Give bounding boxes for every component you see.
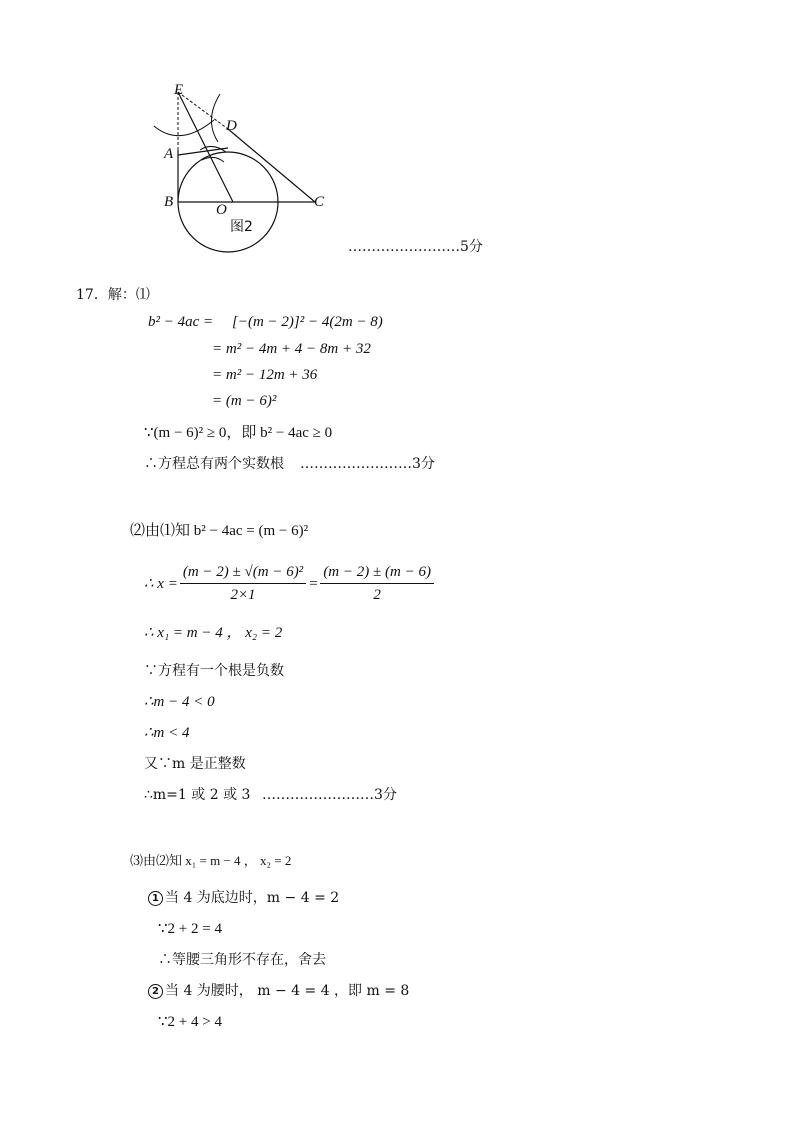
p1-therefore: ∴方程总有两个实数根 (144, 456, 284, 472)
p2-result: ∴m=1 或 2 或 3 (144, 787, 251, 803)
p3-case2 (148, 982, 409, 1000)
label-c: C (314, 194, 325, 210)
figure-caption: 图2 (230, 219, 253, 235)
p2-equals: = (308, 575, 319, 592)
p2-frac1-num: (m − 2) ± √(m − 6)² (180, 563, 306, 584)
case2-number: 2 (148, 984, 163, 999)
p3-case2-b: ∵2 + 4 > 4 (158, 1014, 222, 1030)
p2-fraction-1 (180, 563, 306, 604)
score-5: ……………………5分 (348, 239, 483, 255)
p1-line2: = m² − 4m + 4 − 8m + 32 (212, 341, 371, 357)
p1-score: ……………………3分 (300, 456, 435, 472)
p2-roots: ∴ x₁ = m − 4 ， x₂ = 2 (144, 625, 283, 641)
p2-formula (144, 563, 436, 604)
p2-frac2-num: (m − 2) ± (m − 6) (320, 563, 434, 584)
p1-line1-lhs: b² − 4ac = (148, 314, 214, 330)
label-a: A (164, 146, 174, 162)
p2-score: ……………………3分 (262, 787, 397, 803)
p2-fraction-2 (320, 563, 434, 604)
p2-ineq1: ∴m − 4 < 0 (144, 694, 215, 710)
p1-line4: = (m − 6)² (212, 393, 277, 409)
label-o: O (216, 202, 227, 218)
label-e: E (174, 82, 184, 98)
arc-small-right (211, 94, 220, 142)
segment-dc (228, 129, 315, 202)
label-b: B (164, 194, 174, 210)
q17-heading: 17．解：⑴ (76, 287, 150, 303)
segment-ed-dashed (178, 92, 228, 129)
p2-frac1-den: 2×1 (230, 587, 256, 603)
label-d: D (226, 118, 237, 134)
p1-because: ∵(m − 6)² ≥ 0，即 b² − 4ac ≥ 0 (144, 425, 333, 441)
p2-neg-root: ∵方程有一个根是负数 (144, 663, 284, 679)
p2-known: ⑵由⑴知 b² − 4ac = (m − 6)² (130, 523, 309, 539)
p3-case1 (148, 889, 339, 907)
case1-number: 1 (148, 891, 163, 906)
p1-line3: = m² − 12m + 36 (212, 367, 318, 383)
p2-pos-int: 又∵m 是正整数 (144, 756, 246, 772)
p2-x-prefix: ∴ x = (144, 575, 178, 592)
p2-frac2-den: 2 (373, 587, 381, 603)
p1-line1-rhs: [−(m − 2)]² − 4(2m − 8) (232, 314, 383, 330)
p3-case1-c: ∴等腰三角形不存在，舍去 (158, 952, 326, 968)
case2-text: 当 4 为腰时， m − 4 = 4 ，即 m = 8 (165, 983, 410, 999)
p2-ineq2: ∴m < 4 (144, 725, 190, 741)
p3-known: ⑶由⑵知 x₁ = m − 4 ， x₂ = 2 (130, 853, 292, 868)
case1-text: 当 4 为底边时，m − 4 = 2 (165, 890, 340, 906)
p3-case1-b: ∵2 + 2 = 4 (158, 921, 222, 937)
arc-large-left (154, 120, 214, 136)
